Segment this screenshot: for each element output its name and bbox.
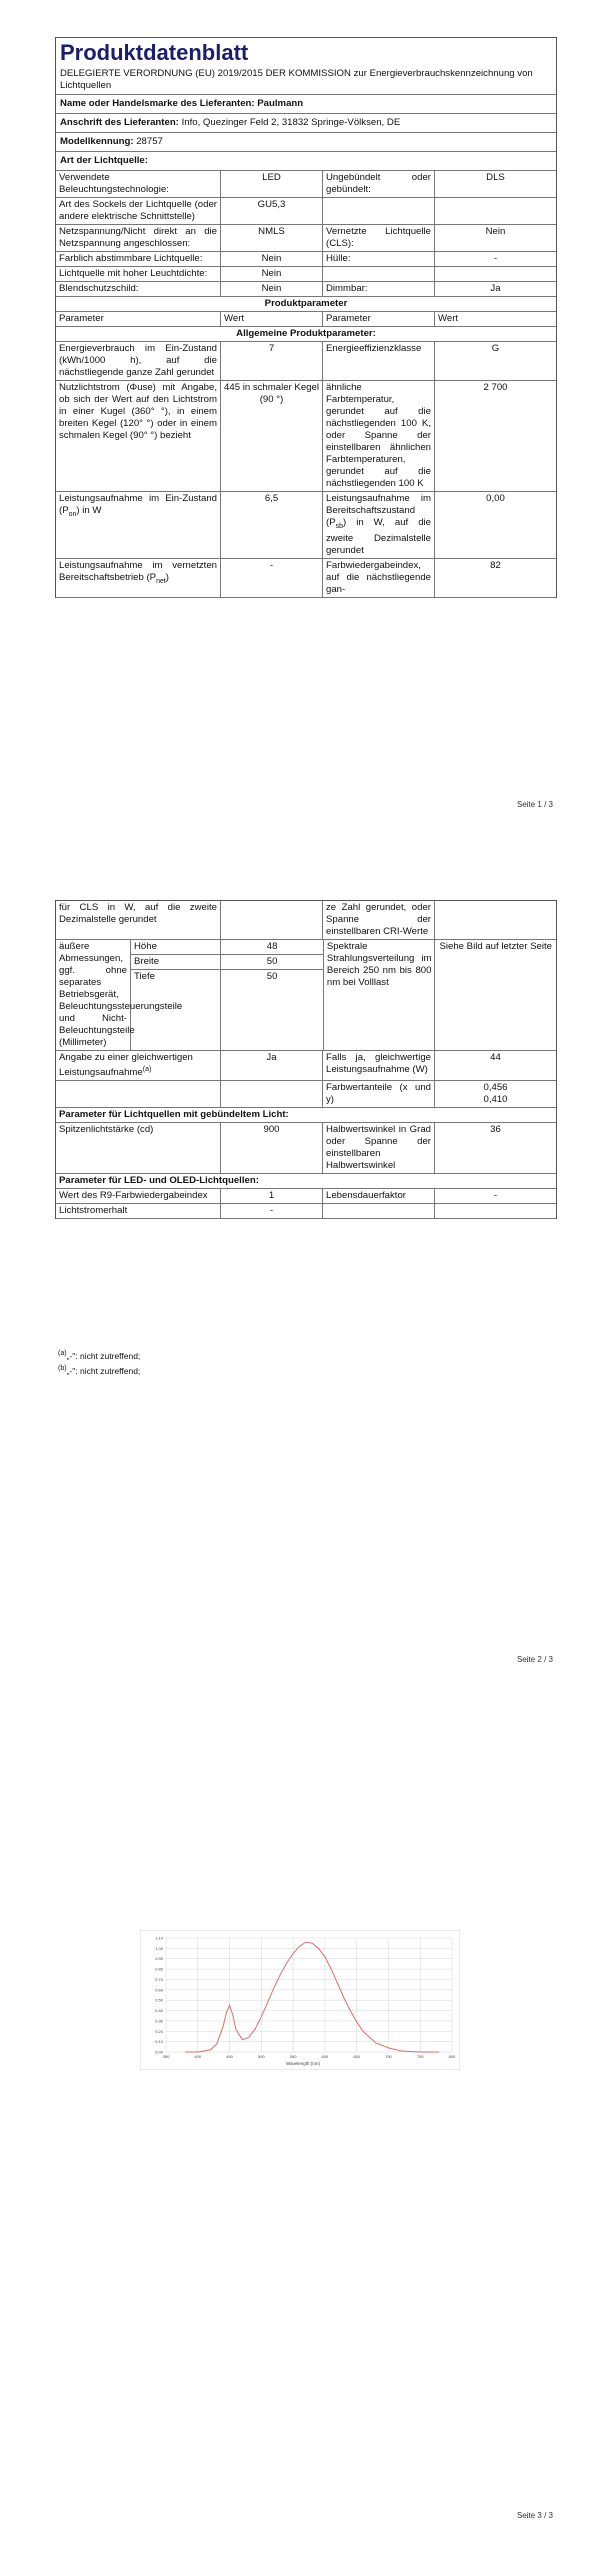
row-label: Spektrale Strahlungsverteilung im Bereich 250 nm bis 800 nm bei Volllast (324, 940, 436, 1050)
y-tick-label: 0.20 (155, 2028, 163, 2034)
row-label: für CLS in W, auf die zweite Dezimalstelle gerundet (56, 901, 221, 939)
row-label: ze Zahl gerundet, oder Spanne der einstellbaren CRI-Werte (323, 901, 435, 939)
row-label: Falls ja, gleichwertige Leistungsaufnahme (W) (323, 1051, 435, 1080)
section-header-gebuendelt: Parameter für Lichtquellen mit gebündeltem Licht: (56, 1108, 556, 1123)
dim-value: 50 (266, 971, 278, 982)
row-value: 1 (221, 1189, 323, 1203)
row-value: 445 in schmaler Kegel (90 °) (221, 381, 323, 491)
dim-value: 48 (221, 940, 323, 955)
row-value: Nein (485, 226, 506, 237)
page-1 (0, 0, 603, 853)
row-label: Vernetzte Lichtquelle (CLS): (323, 225, 435, 251)
y-tick-label: 0.30 (155, 2018, 163, 2024)
row-value: DLS (486, 172, 505, 183)
row-label: Energieverbrauch im Ein-Zustand (kWh/1000 h), auf die nächstliegende ganze Zahl gerundet (56, 342, 221, 380)
row-value: Ja (490, 283, 501, 294)
y-tick-label: 1.00 (155, 1945, 163, 1951)
col-header: Parameter (56, 312, 221, 326)
address-value: Info, Quezinger Feld 2, 31832 Springe-Völksen, DE (181, 117, 401, 128)
table-row (56, 225, 556, 252)
row-label: Energieeffizienzklasse (323, 342, 435, 380)
supplier-name: Name oder Handelsmarke des Lieferanten: Paulmann (60, 98, 304, 109)
section-header-allgemeine: Allgemeine Produktparameter: (56, 327, 556, 342)
row-label: Farbwiedergabeindex, auf die nächstliegende gan- (323, 559, 435, 597)
row-label: Leistungsaufnahme im Bereitschaftszustand $(P_{sb})$ in W, auf die zweite Dezimalstelle gerundet (323, 492, 435, 558)
row-value: 7 (221, 342, 323, 380)
row-value: Nein (221, 252, 323, 266)
section-header-produktparameter: Produktparameter (56, 297, 556, 312)
row-label: Leistungsaufnahme im vernetzten Bereitschaftsbetrieb $(P_{net})$ (56, 559, 221, 597)
row-value: Nein (221, 267, 323, 281)
row-label: Lichtquelle mit hoher Leuchtdichte: (56, 267, 221, 281)
row-value: - (221, 1204, 323, 1218)
chromaticity-y: 0,410 (483, 1094, 508, 1106)
row-value: Siehe Bild auf letzter Seite (439, 941, 552, 952)
row-label: Nutzlichtstrom (Φuse) mit Angabe, ob sich der Wert auf den Lichtstrom in einer Kugel (360° °), in einem breiten Kegel (120° °) oder in einem schmalen Kegel (90° °) bezieht (56, 381, 221, 491)
row-label: Verwendete Beleuchtungstechnologie: (56, 171, 221, 197)
dim-value: 50 (221, 955, 323, 970)
row-value: NMLS (221, 225, 323, 251)
row-value (435, 267, 556, 281)
x-tick-label: 800 (448, 2054, 456, 2059)
row-value: G (491, 343, 500, 354)
row-label: Art des Sockels der Lichtquelle (oder andere elektrische Schnittstelle) (56, 198, 221, 224)
row-value: Ja (221, 1051, 323, 1080)
document-title: Produktdatenblatt (60, 40, 249, 65)
type-row (56, 152, 556, 171)
row-value: GU5,3 (221, 198, 323, 224)
row-value: - (493, 1190, 498, 1202)
table-row (56, 1051, 556, 1081)
row-value: 900 (221, 1123, 323, 1173)
y-tick-label: 0.10 (155, 2039, 163, 2045)
col-header: Parameter (323, 312, 435, 326)
row-value: 0,00 (486, 493, 505, 504)
table-row (56, 198, 556, 225)
row-label (323, 198, 435, 224)
row-label: Hülle: (323, 252, 435, 266)
y-tick-label: 0.80 (155, 1966, 163, 1972)
column-header-row (56, 312, 556, 327)
model-row (56, 133, 556, 152)
address-label: Anschrift des Lieferanten: (60, 117, 179, 128)
regulation-subtitle: DELEGIERTE VERORDNUNG (EU) 2019/2015 DER KOMMISSION zur Energieverbrauchskennzeichnung von Lichtquellen (60, 68, 533, 91)
table-row (56, 267, 556, 282)
footnote-a: $^{(a)}$„-": nicht zutreffend; (58, 1350, 141, 1361)
table-row (56, 1081, 556, 1108)
row-label: Dimmbar: (323, 282, 435, 296)
chromaticity-x: 0,456 (483, 1082, 508, 1094)
row-label: Netzspannung/Nicht direkt an die Netzspannung angeschlossen: (56, 225, 221, 251)
model-value: 28757 (136, 136, 163, 147)
row-label: Lichtstromerhalt (56, 1204, 221, 1218)
x-tick-label: 550 (289, 2054, 297, 2059)
dim-name: Höhe (131, 940, 220, 955)
model-label: Modellkennung: (60, 136, 134, 147)
row-label: Farbwertanteile (x und y) (323, 1081, 435, 1107)
row-value: 2 700 (483, 382, 508, 393)
row-label: ähnliche Farbtemperatur, gerundet auf die nächstliegenden 100 K, oder Spanne der einstellbaren ähnlichen Farbtemperaturen, gerundet auf die nächstliegenden 100 K (323, 381, 435, 491)
footnote-b: $^{(b)}$„-": nicht zutreffend; (58, 1365, 141, 1376)
address-row (56, 114, 556, 133)
x-tick-label: 750 (416, 2054, 424, 2059)
y-tick-label: 1.10 (155, 1935, 163, 1941)
row-value: LED (221, 171, 323, 197)
table-row (56, 282, 556, 297)
row-value: 36 (490, 1124, 501, 1136)
dimensions-label: äußere Abmessungen, ggf. ohne separates Betriebsgerät, Beleuchtungssteuerungsteile und Nicht-Beleuchtungsteile (Millimeter) (56, 940, 131, 1050)
x-tick-label: 650 (353, 2054, 361, 2059)
supplier-row (56, 95, 556, 114)
x-axis-label: Wavelength (nm) (285, 2061, 321, 2066)
y-tick-label: 0.90 (155, 1956, 163, 1962)
row-value: 6,5 (221, 492, 323, 558)
row-value (435, 198, 556, 224)
table-row (56, 1204, 556, 1219)
dim-name: Tiefe (134, 971, 155, 982)
row-value: 44 (490, 1052, 501, 1063)
section-header-led: Parameter für LED- und OLED-Lichtquellen: (56, 1174, 556, 1189)
row-value: - (221, 559, 323, 597)
y-tick-label: 0.70 (155, 1976, 163, 1982)
x-tick-label: 450 (226, 2054, 233, 2059)
row-label: Leistungsaufnahme im Ein-Zustand $(P_{on})$ in W (56, 492, 221, 558)
spectral-distribution-chart (140, 1930, 460, 2070)
y-tick-label: 0.00 (155, 2049, 163, 2055)
row-value: - (493, 253, 498, 264)
table-row (56, 559, 556, 598)
row-label (323, 267, 435, 281)
y-tick-label: 0.40 (155, 2008, 163, 2014)
row-label: Spitzenlichtstärke (cd) (56, 1123, 221, 1173)
x-tick-label: 500 (257, 2054, 265, 2059)
row-label: Farblich abstimmbare Lichtquelle: (56, 252, 221, 266)
x-tick-label: 700 (385, 2054, 392, 2059)
row-label: Angabe zu einer gleichwertigen Leistungsaufnahme$^{(a)}$ (56, 1051, 221, 1080)
table-row (56, 1123, 556, 1174)
page-number: Seite 1 / 3 (516, 800, 553, 809)
table-row (56, 1189, 556, 1204)
table-row (56, 901, 556, 940)
row-label: Wert des R9-Farbwiedergabeindex (56, 1189, 221, 1203)
page-number: Seite 2 / 3 (516, 1655, 553, 1664)
x-tick-label: 600 (321, 2054, 329, 2059)
row-value: 82 (490, 559, 501, 571)
dim-name: Breite (131, 955, 220, 970)
datasheet-table-1 (55, 37, 557, 598)
y-tick-label: 0.60 (155, 1987, 163, 1993)
row-label: Ungebündelt oder gebündelt: (323, 171, 435, 197)
x-tick-label: 400 (194, 2054, 202, 2059)
table-row (56, 342, 556, 381)
row-value: Nein (221, 282, 323, 296)
col-header: Wert (438, 313, 459, 324)
table-row (56, 381, 556, 492)
row-label: Halbwertswinkel in Grad oder Spanne der einstellbaren Halbwertswinkel (323, 1123, 435, 1173)
page-3 (0, 1706, 603, 2559)
page-number: Seite 3 / 3 (516, 2511, 553, 2520)
table-row (56, 492, 556, 559)
page-2 (0, 853, 603, 1706)
title-row (56, 38, 556, 95)
datasheet-table-2 (55, 900, 557, 1219)
row-label: Blendschutzschild: (56, 282, 221, 296)
y-tick-label: 0.50 (155, 1997, 163, 2003)
table-row (56, 171, 556, 198)
dimensions-row (56, 940, 556, 1051)
col-header: Wert (221, 312, 323, 326)
table-row (56, 252, 556, 267)
x-tick-label: 350 (162, 2054, 170, 2059)
type-label: Art der Lichtquelle: (60, 155, 148, 166)
row-label: Lebensdauerfaktor (323, 1189, 435, 1203)
